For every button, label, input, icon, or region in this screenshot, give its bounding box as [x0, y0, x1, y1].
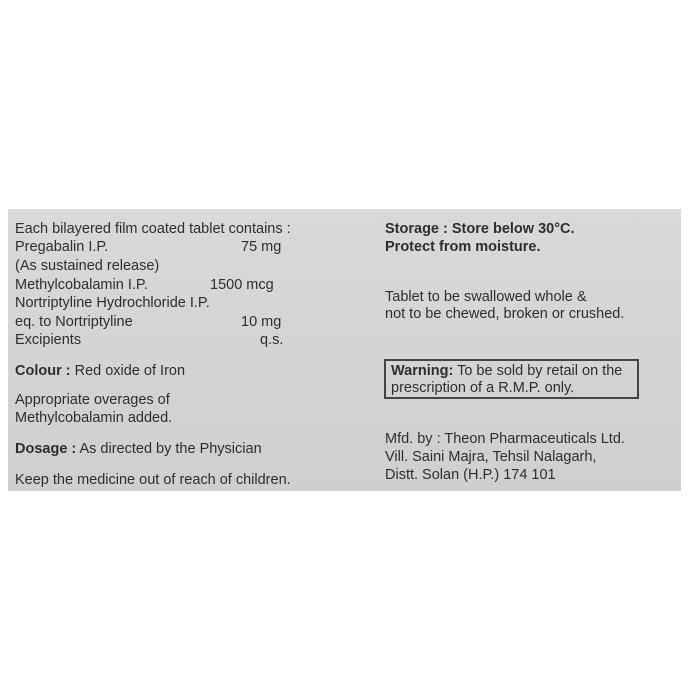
- overages-line-1: Appropriate overages of: [15, 392, 170, 408]
- ingredient-amount: q.s.: [260, 332, 284, 348]
- colour-value: Red oxide of Iron: [74, 363, 186, 379]
- dosage-label: Dosage :: [15, 441, 77, 457]
- overages-line-2: Methylcobalamin added.: [15, 410, 173, 426]
- storage-line-2: Protect from moisture.: [385, 239, 541, 255]
- dosage-line: [15, 440, 262, 458]
- ingredient-note: (As sustained release): [15, 258, 160, 274]
- composition-heading: Each bilayered film coated tablet contains :: [15, 221, 291, 237]
- swallow-line-1: Tablet to be swallowed whole &: [385, 289, 587, 305]
- warning-text: To be sold by retail on the: [457, 363, 623, 379]
- manufacturer-line-1: Mfd. by : Theon Pharmaceuticals Ltd.: [385, 431, 625, 447]
- dosage-value: As directed by the Physician: [79, 441, 262, 457]
- storage-line-1: Storage : Store below 30°C.: [385, 221, 575, 237]
- ingredient-amount: 10 mg: [241, 314, 282, 330]
- ingredient-name: Nortriptyline Hydrochloride I.P.: [15, 295, 210, 311]
- label-panel: [8, 209, 681, 491]
- keep-out-text: Keep the medicine out of reach of children.: [15, 472, 291, 488]
- warning-box: [384, 359, 639, 399]
- ingredient-name: Excipients: [15, 332, 82, 348]
- ingredient-amount: 1500 mcg: [210, 277, 274, 293]
- colour-line: [15, 362, 185, 380]
- warning-line-2: prescription of a R.M.P. only.: [391, 380, 575, 396]
- warning-label: Warning:: [391, 363, 454, 379]
- warning-line-1: [391, 363, 622, 380]
- manufacturer-line-2: Vill. Saini Majra, Tehsil Nalagarh,: [385, 449, 597, 465]
- ingredient-name: Pregabalin I.P.: [15, 239, 109, 255]
- ingredient-name: eq. to Nortriptyline: [15, 314, 133, 330]
- swallow-line-2: not to be chewed, broken or crushed.: [385, 306, 625, 322]
- manufacturer-line-3: Distt. Solan (H.P.) 174 101: [385, 467, 556, 483]
- ingredient-amount: 75 mg: [241, 239, 282, 255]
- ingredient-name: Methylcobalamin I.P.: [15, 277, 148, 293]
- colour-label: Colour :: [15, 363, 71, 379]
